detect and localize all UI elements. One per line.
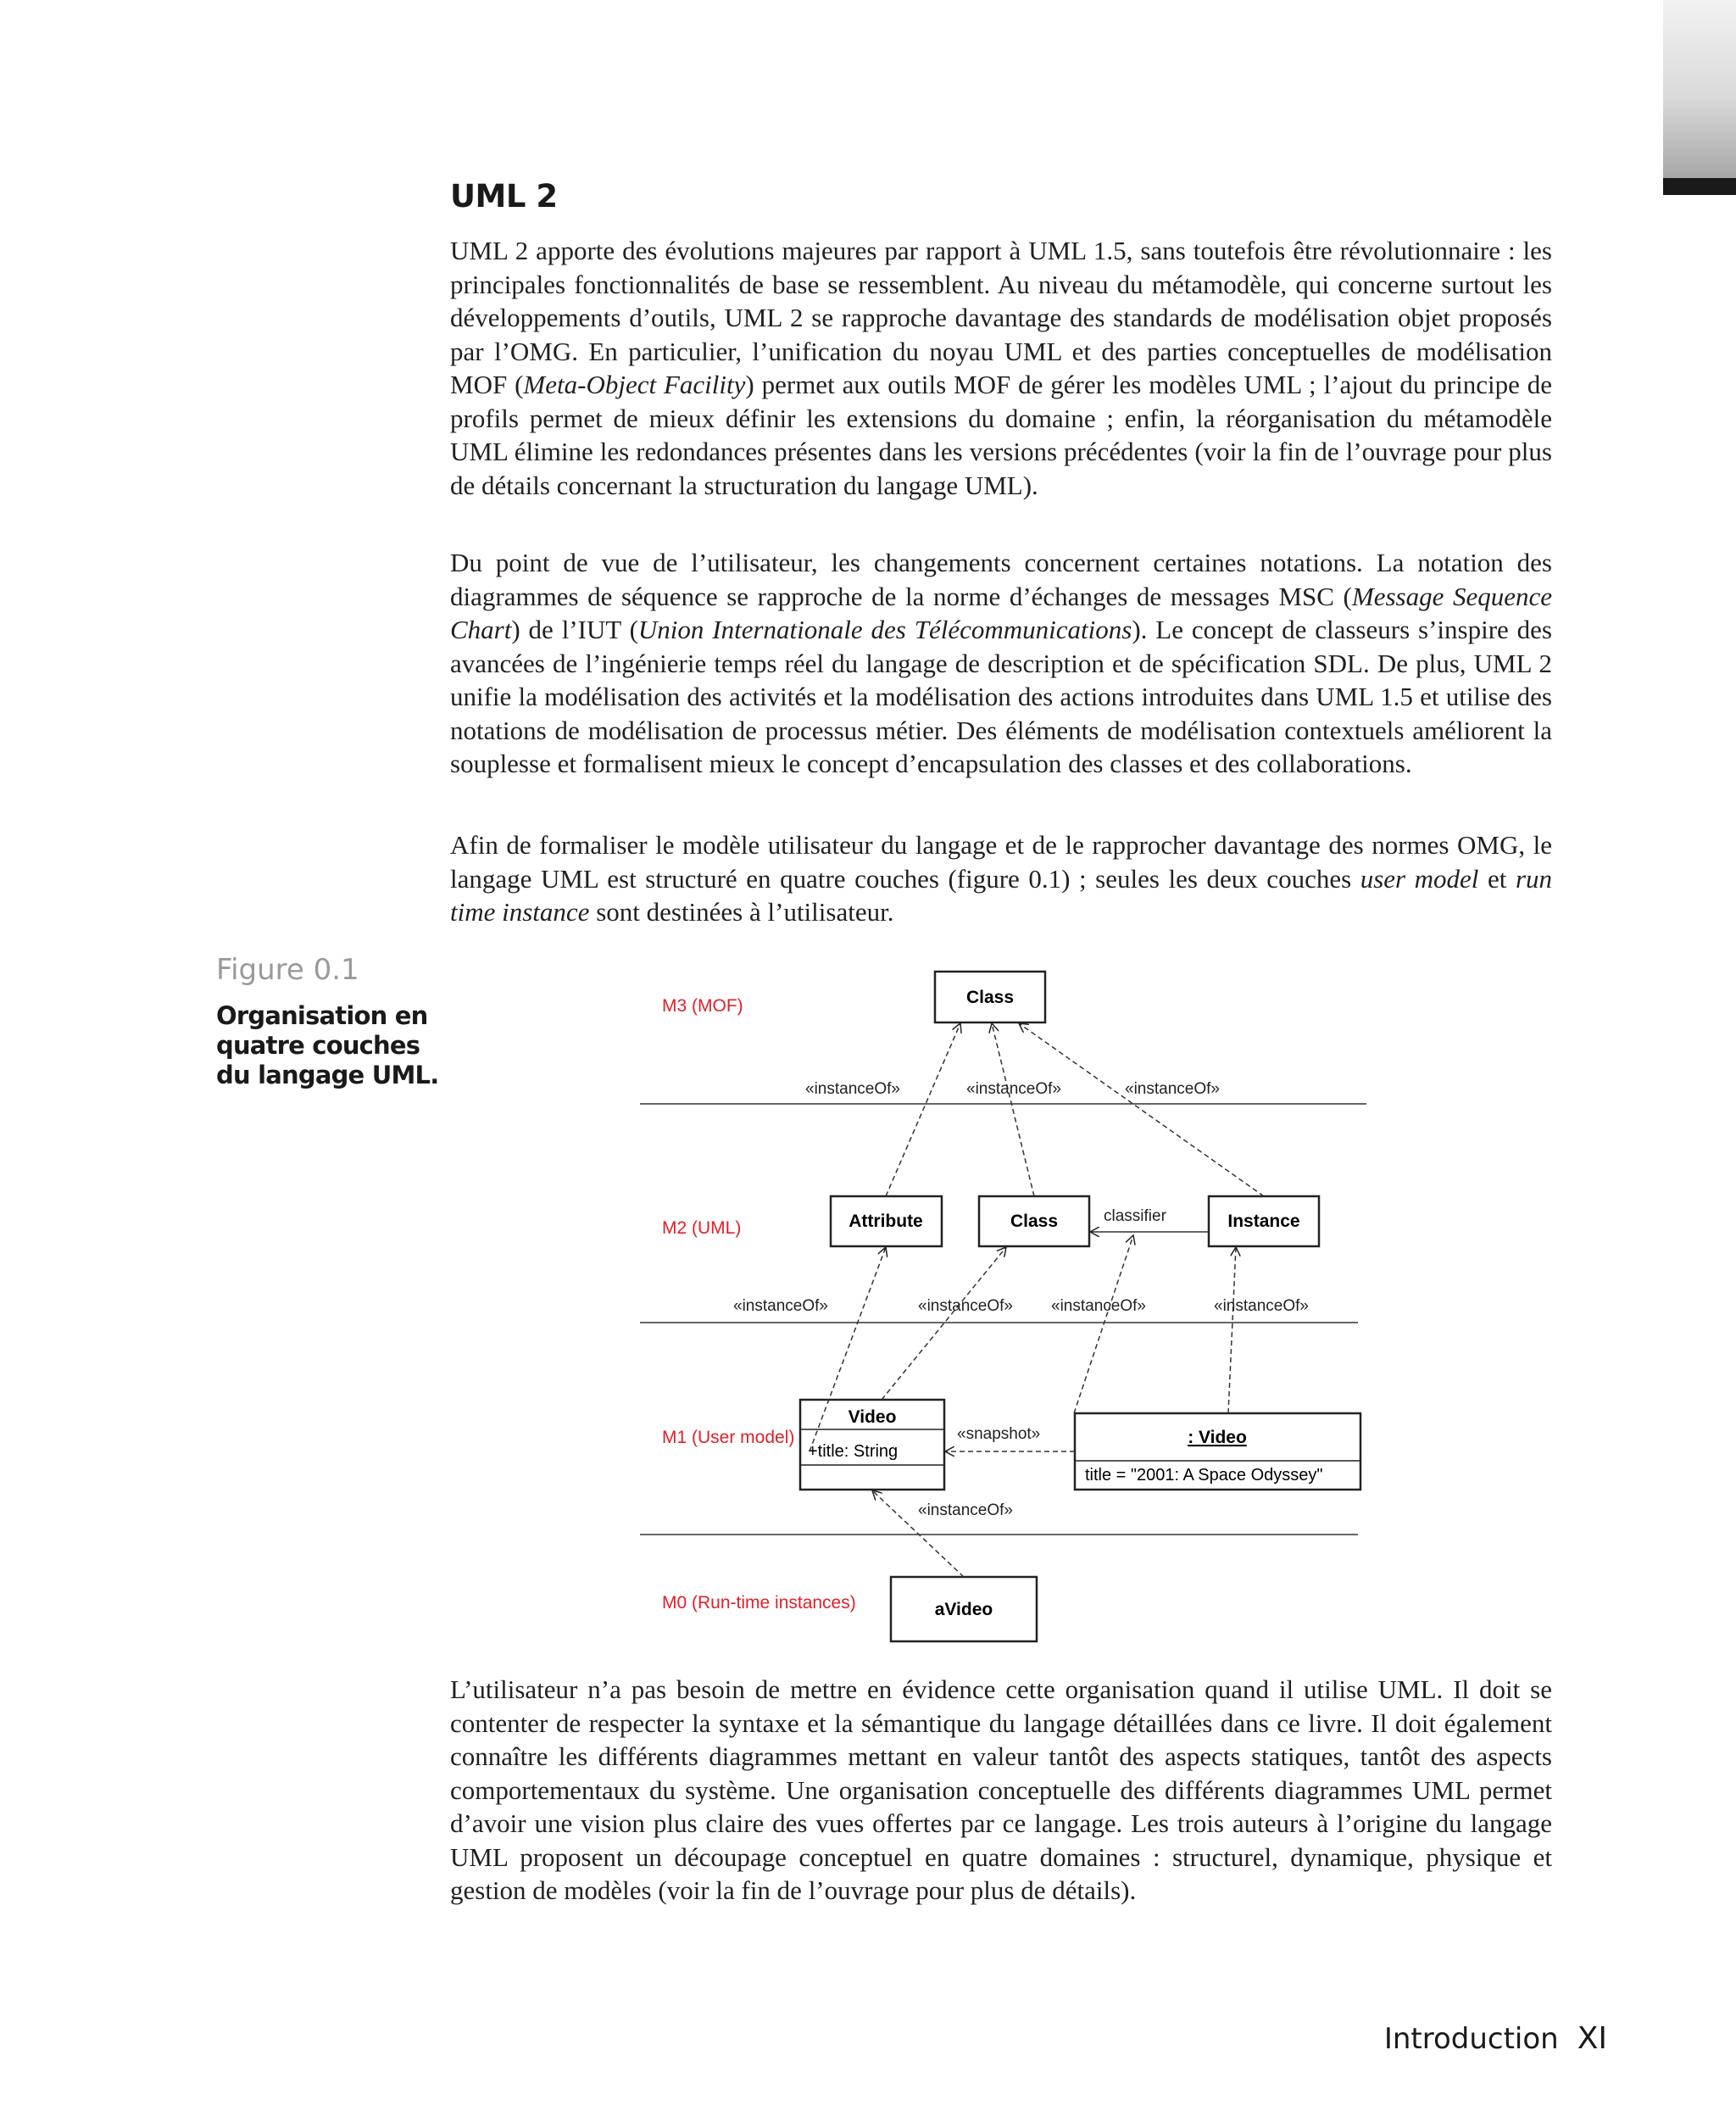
instanceof-label-5: «instanceOf» bbox=[918, 1297, 1013, 1315]
instance-label: Instance bbox=[1227, 1212, 1300, 1231]
instanceof-label-4: «instanceOf» bbox=[733, 1297, 828, 1315]
layer-label-m1: M1 (User model) bbox=[662, 1428, 795, 1447]
classifier-label: classifier bbox=[1104, 1207, 1166, 1225]
p3-text-a: Afin de formaliser le modèle utilisateur du langage et de le rapprocher davantage des normes OMG, le langage UML est structuré en quatre couches (figure 0.1) ; seules les deux couches bbox=[450, 830, 1552, 894]
instanceof-label-6: «instanceOf» bbox=[1051, 1297, 1146, 1315]
p2-text-a: Du point de vue de l’utilisateur, les changements concernent certaines notations. La notation des diagrammes de séquence se rapproche de la norme d’échanges de messages MSC ( bbox=[450, 548, 1552, 611]
thumb-tab-bar bbox=[1663, 178, 1736, 195]
layer-label-m3: M3 (MOF) bbox=[662, 996, 743, 1016]
snapshot-label: «snapshot» bbox=[957, 1425, 1041, 1443]
p2-text-b: ) de l’IUT ( bbox=[511, 615, 638, 644]
p3-italic-user-model: user model bbox=[1360, 863, 1479, 894]
video-class-attribute: +title: String bbox=[808, 1442, 899, 1461]
page-number: XI bbox=[1577, 2021, 1607, 2056]
footer-chapter: Introduction bbox=[1383, 2022, 1559, 2056]
p1-italic-mof: Meta-Object Facility bbox=[523, 370, 746, 399]
page-footer bbox=[1384, 2021, 1607, 2056]
p2-italic-iut: Union Internationale des Télécommunications bbox=[637, 615, 1132, 644]
figure-label: Figure 0.1 bbox=[216, 953, 359, 987]
class-uml-label: Class bbox=[1010, 1212, 1059, 1231]
layer-label-m2: M2 (UML) bbox=[662, 1218, 742, 1238]
paragraph-1 bbox=[450, 234, 1552, 502]
arrow-class-to-class bbox=[992, 1023, 1034, 1196]
instanceof-label-8: «instanceOf» bbox=[918, 1501, 1013, 1519]
thumb-tab bbox=[1663, 0, 1736, 178]
layer-label-m0: M0 (Run-time instances) bbox=[662, 1593, 856, 1613]
p2-text-c: ). Le concept de classeurs s’inspire des avancées de l’ingénierie temps réel du langage de description et de spécification SDL. De plus, UML 2 unifie la modélisation des activités et la modélisation des actions introduites dans UML 1.5 et utilise des notations de modélisation de processus métier. Des éléments de modélisation contextuels améliorent la souplesse et formalisent mieux le concept d’encapsulation des classes et des collaborations. bbox=[450, 615, 1552, 778]
p2-italic-msc: Message Sequence Chart bbox=[450, 581, 1552, 644]
arrow-video-to-class bbox=[882, 1247, 1006, 1400]
paragraph-4: L’utilisateur n’a pas besoin de mettre en évidence cette organisation quand il utilise UML. Il doit se contenter de respecter la syntaxe et la sémantique du langage détaillées dans ce livre. Il doit également connaître les différents diagrammes mettant en valeur tantôt des aspects statiques, tantôt des aspects comportementaux du système. Une organisation conceptuelle des différents diagrammes UML permet d’avoir une vision plus claire des vues offertes par ce langage. Les trois auteurs à l’origine du langage UML proposent un découpage conceptuel en quatre domaines : structurel, dynamique, physique et gestion de modèles (voir la fin de l’ouvrage pour plus de détails). bbox=[450, 1674, 1552, 1905]
p3-text-b: et bbox=[1478, 863, 1516, 894]
paragraph-2 bbox=[450, 546, 1552, 781]
attribute-label: Attribute bbox=[849, 1212, 923, 1231]
instanceof-label-7: «instanceOf» bbox=[1214, 1297, 1309, 1315]
video-instance-slot: title = "2001: A Space Odyssey" bbox=[1085, 1466, 1323, 1485]
p3-italic-run-time: run time instance bbox=[450, 863, 1553, 927]
video-class-label: Video bbox=[848, 1407, 897, 1427]
instanceof-label-2: «instanceOf» bbox=[966, 1080, 1061, 1098]
section-title: UML 2 bbox=[450, 178, 558, 214]
figure-caption: Organisation en quatre couches du langage UML. bbox=[216, 1001, 439, 1089]
paragraph-3 bbox=[450, 828, 1552, 929]
class-mof-label: Class bbox=[965, 988, 1015, 1007]
avideo-label: aVideo bbox=[934, 1600, 993, 1619]
p1-text-a: UML 2 apporte des évolutions majeures par rapport à UML 1.5, sans toutefois être révolutionnaire : les principales fonctionnalités de base se ressemblent. Au niveau du métamodèle, qui concerne surtout les développements d’outils, UML 2 se rapproche davantage des standards de modélisation objet proposés par l’OMG. En particulier, l’unification du noyau UML et des parties conceptuelles de modélisation MOF ( bbox=[450, 236, 1552, 399]
instanceof-label-3: «instanceOf» bbox=[1125, 1080, 1220, 1098]
p3-text-c: sont destinées à l’utilisateur. bbox=[589, 897, 894, 927]
arrow-instance-to-class bbox=[1019, 1023, 1264, 1196]
video-instance-label: : Video bbox=[1188, 1428, 1247, 1447]
arrow-attribute-to-class bbox=[886, 1023, 960, 1196]
uml-layers-diagram bbox=[627, 956, 1373, 1668]
arrow-video-instance-to-instance bbox=[1228, 1247, 1236, 1413]
arrow-video-instance-to-classifier bbox=[1074, 1235, 1133, 1413]
instanceof-label-1: «instanceOf» bbox=[805, 1080, 900, 1098]
p1-text-b: ) permet aux outils MOF de gérer les modèles UML ; l’ajout du principe de profils permet de mieux définir les extensions du domaine ; enfin, la réorganisation du métamodèle UML élimine les redondances présentes dans les versions précédentes (voir la fin de l’ouvrage pour plus de détails concernant la structuration du langage UML). bbox=[450, 370, 1553, 500]
